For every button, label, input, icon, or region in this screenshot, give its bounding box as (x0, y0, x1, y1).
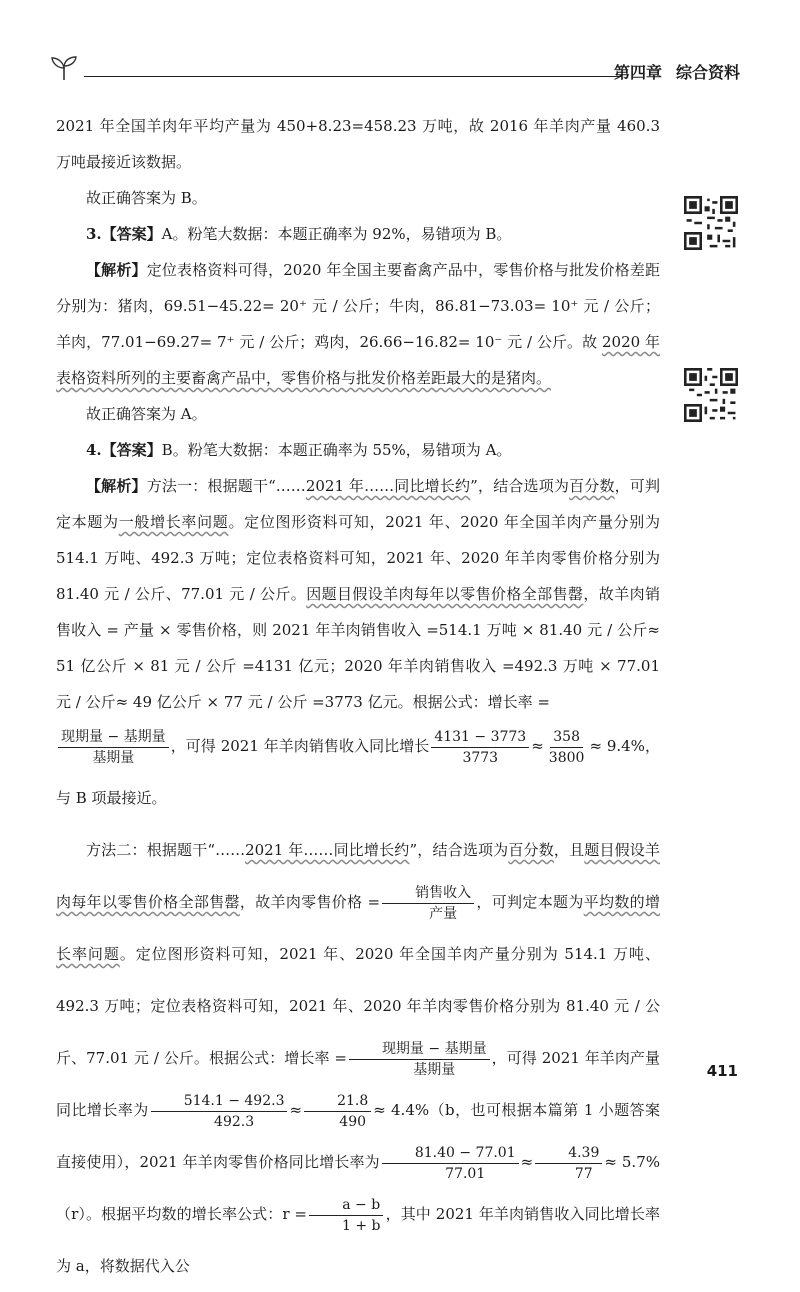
fraction (382, 883, 474, 924)
numerator: 81.40 − 77.01 (382, 1143, 519, 1164)
numerator: 4131 − 3773 (431, 727, 529, 748)
text-run: 方法二：根据题干“…… (86, 841, 246, 859)
text-run: ，且 (553, 841, 585, 859)
denominator: 3773 (462, 749, 499, 766)
key-point: 2021 年……同比增长约 (305, 477, 471, 495)
approx-sign: ≈ (531, 737, 544, 755)
denominator: 77 (574, 1165, 593, 1182)
fraction (431, 727, 529, 768)
q4-method1-formula (56, 720, 660, 824)
key-point: 百分数 (508, 841, 554, 859)
text-run: ≈ 4.4%（b，也可根据本篇第 1 小题答案直接使用），2021 年羊肉零售价格同比增长率为 (56, 1101, 660, 1171)
text-run: ，可判定本题为 (56, 477, 660, 531)
q4-answer (56, 432, 660, 468)
text-run: ，其中 2021 年羊肉销售收入同比增长率为 a，将数据代入公 (56, 1205, 660, 1275)
denominator: 492.3 (214, 1113, 255, 1130)
answer-tag: 4.【答案】 (86, 441, 162, 459)
key-point: 一般增长率问题 (118, 513, 229, 531)
numerator: 4.39 (535, 1143, 602, 1164)
chapter-title: 综合资料 (675, 63, 740, 82)
numerator: a − b (309, 1195, 383, 1216)
text-run: 。定位图形资料可知，2021 年、2020 年全国羊肉产量分别为 514.1 万吨、492.3 万吨；定位表格资料可知，2021 年、2020 年羊肉零售价格分别为 81.40 元 / 公斤、77.01 元 / 公斤。根据公式：增长率 = (56, 945, 660, 1067)
text-run: ≈ 5.7%（r）。根据平均数的增长率公式：r = (56, 1153, 660, 1223)
text-run: ≈ 9.4%，与 B 项最接近。 (56, 737, 660, 807)
denominator: 产量 (429, 905, 458, 922)
numerator: 销售收入 (382, 883, 474, 904)
denominator: 1 + b (341, 1217, 381, 1234)
paragraph-line1: 2021 年全国羊肉年平均产量为 450+8.23=458.23 万吨，故 2016 年羊肉产量 460.3 万吨最接近该数据。 (56, 117, 660, 171)
key-point: 平均数的增长率问题 (56, 893, 660, 963)
numerator: 358 (550, 727, 583, 748)
answer-q2: 故正确答案为 B。 (86, 189, 207, 207)
page-header (40, 50, 740, 90)
text-run: ，可得 2021 年羊肉产量同比增长率为 (56, 1049, 661, 1119)
q4-method1 (56, 468, 660, 720)
key-point: 2021 年……同比增长约 (245, 841, 410, 859)
sprout-icon (48, 56, 80, 82)
page-body (56, 108, 660, 1292)
denominator: 3800 (548, 749, 585, 766)
chapter-number: 第四章 (613, 63, 662, 82)
header-rule (84, 76, 622, 77)
q3-explanation (56, 252, 660, 396)
chapter-heading (614, 60, 740, 83)
numerator: 21.8 (304, 1091, 371, 1112)
fraction (349, 1039, 490, 1080)
text-run: ，可判定本题为 (476, 893, 584, 911)
key-point: 百分数 (569, 477, 615, 495)
denominator: 490 (339, 1113, 367, 1130)
numerator: 514.1 − 492.3 (151, 1091, 288, 1112)
denominator: 基期量 (92, 749, 135, 766)
qr-code-icon (684, 368, 738, 422)
text-run: 。定位图形资料可知，2021 年、2020 年全国羊肉产量分别为 514.1 万吨、492.3 万吨；定位表格资料可知，2021 年、2020 年羊肉零售价格分别为 81.40 元 / 公斤、77.01 元 / 公斤。 (56, 513, 660, 603)
text-run: ，可得 2021 年羊肉销售收入同比增长 (170, 737, 430, 755)
numerator: 现期量 − 基期量 (58, 727, 169, 748)
key-point: 2020 年表格资料所列的主要畜禽产品中，零售价格与批发价格差距最大的是猪肉。 (56, 333, 660, 387)
q4-method2 (56, 824, 660, 1292)
approx-sign: ≈ (289, 1101, 303, 1119)
explanation-tag: 【解析】 (86, 261, 147, 279)
key-point: 题目假设羊肉每年以零售价格全部售罄 (56, 841, 660, 911)
fraction (309, 1195, 384, 1236)
numerator: 现期量 − 基期量 (349, 1039, 490, 1060)
text-run: ，故羊肉零售价格 = (239, 893, 381, 911)
fraction (546, 727, 588, 768)
denominator: 77.01 (445, 1165, 486, 1182)
text-run: 方法一：根据题干“…… (146, 477, 306, 495)
fraction (535, 1143, 602, 1184)
answer-text: B。粉笔大数据：本题正确率为 55%，易错项为 A。 (161, 441, 512, 459)
answer-tag: 3.【答案】 (86, 225, 162, 243)
text-run: ，故羊肉销售收入 = 产量 × 零售价格，则 2021 年羊肉销售收入 =514.1 万吨 × 81.40 元 / 公斤≈ 51 亿公斤 × 81 元 / 公斤 =4131 亿元；2020 年羊肉销售收入 =492.3 万吨 × 77.01 元 / 公斤≈ 49 亿公斤 × 77 元 / 公斤 =3773 亿元。根据公式：增长率 = (56, 585, 660, 711)
fraction (151, 1091, 288, 1132)
explanation-tag: 【解析】 (86, 477, 147, 495)
page-number: 411 (706, 1062, 738, 1080)
q3-answer (56, 216, 660, 252)
explanation-text: 定位表格资料可得，2020 年全国主要畜禽产品中，零售价格与批发价格差距分别为：猪肉，69.51−45.22= 20⁺ 元 / 公斤；牛肉，86.81−73.03= 10⁺ 元 / 公斤；羊肉，77.01−69.27= 7⁺ 元 / 公斤；鸡肉，26.66−16.82= 10⁻ 元 / 公斤。故 (56, 261, 660, 351)
fraction (58, 727, 169, 768)
qr-code-icon (684, 196, 738, 250)
key-point: 因题目假设羊肉每年以零售价格全部售罄 (306, 585, 584, 603)
answer-q3: 故正确答案为 A。 (86, 405, 207, 423)
denominator: 基期量 (413, 1061, 456, 1078)
fraction (382, 1143, 519, 1184)
text-run: ”，结合选项为 (470, 477, 570, 495)
text-run: ”，结合选项为 (409, 841, 509, 859)
fraction (304, 1091, 371, 1132)
answer-text: A。粉笔大数据：本题正确率为 92%，易错项为 B。 (161, 225, 512, 243)
approx-sign: ≈ (520, 1153, 534, 1171)
